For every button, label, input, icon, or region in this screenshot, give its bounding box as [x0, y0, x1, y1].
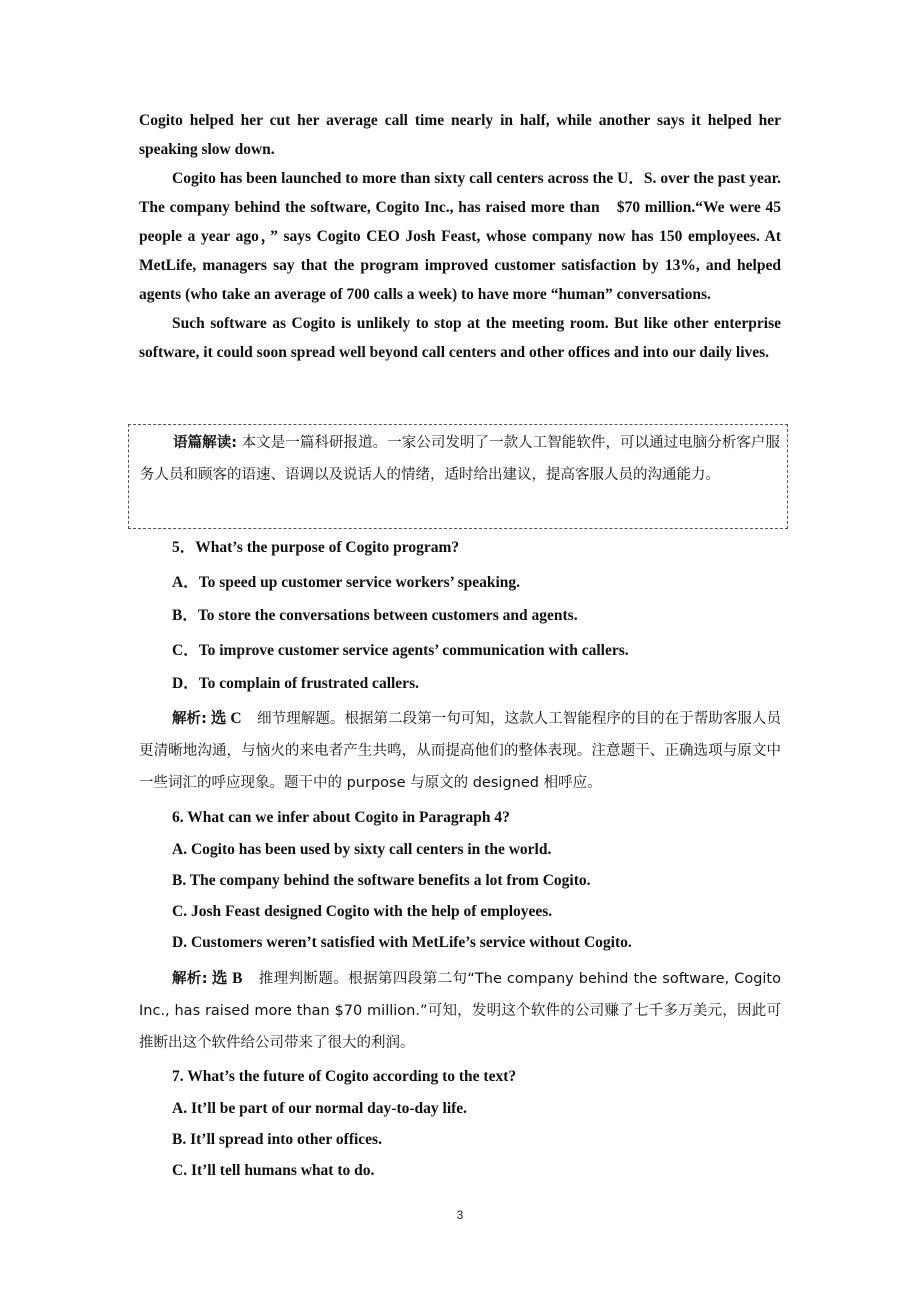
question-6-analysis	[139, 963, 781, 1059]
question-5-option-c: C．To improve customer service agents’ communication with callers.	[172, 642, 629, 659]
summary-content: 本文是一篇科研报道。一家公司发明了一款人工智能软件，可以通过电脑分析客户服务人员和顾客的语速、语调以及说话人的情绪，适时给出建议，提高客服人员的沟通能力。	[140, 435, 780, 483]
question-7-option-a: A. It’ll be part of our normal day-to-day life.	[172, 1100, 468, 1117]
analysis-text: 细节理解题。根据第二段第一句可知，这款人工智能程序的目的在于帮助客服人员更清晰地沟通，与恼火的来电者产生共鸣，从而提高他们的整体表现。注意题干、正确选项与原文中一些词汇的呼应现象。题干中的 purpose 与原文的 designed 相呼应。	[139, 711, 781, 791]
analysis-answer: 选 C	[206, 710, 258, 727]
question-6-stem: 6. What can we infer about Cogito in Paragraph 4?	[172, 809, 510, 826]
question-5-analysis	[139, 703, 781, 799]
question-7-stem: 7. What’s the future of Cogito according to the text?	[172, 1068, 517, 1085]
summary-text	[140, 427, 780, 491]
question-6-option-b: B. The company behind the software benefits a lot from Cogito.	[172, 872, 591, 889]
question-6-option-d: D. Customers weren’t satisfied with MetLife’s service without Cogito.	[172, 934, 632, 951]
paragraph-launch: Cogito has been launched to more than sixty call centers across the U．S. over the past year. The company behind the software, Cogito Inc., has raised more than $70 million.“We were 45 people a year ago，” says Cogito CEO Josh Feast, whose company now has 150 employees. At MetLife, managers say that the program improved customer satisfaction by 13%, and helped agents (who take an average of 700 calls a week) to have more “human” conversations.	[139, 170, 781, 303]
question-7-option-b: B. It’ll spread into other offices.	[172, 1131, 382, 1148]
question-5-option-a: A．To speed up customer service workers’ speaking.	[172, 574, 521, 591]
question-7-option-c: C. It’ll tell humans what to do.	[172, 1162, 375, 1179]
question-6-option-c: C. Josh Feast designed Cogito with the help of employees.	[172, 903, 553, 920]
analysis-label: 解析:	[172, 711, 207, 727]
passage	[139, 106, 781, 367]
paragraph-continuation: Cogito helped her cut her average call time nearly in half, while another says it helped her speaking slow down.	[139, 112, 781, 158]
analysis-answer: 选 B	[207, 970, 259, 987]
paragraph-future: Such software as Cogito is unlikely to stop at the meeting room. But like other enterprise software, it could soon spread well beyond call centers and other offices and into our daily lives.	[139, 315, 781, 361]
page-number: 3	[456, 1208, 464, 1222]
analysis-text: 推理判断题。根据第四段第二句“The company behind the software, Cogito Inc., has raised more than $70 million.”可知，发明这个软件的公司赚了七千多万美元，因此可推断出这个软件给公司带来了很大的利润。	[139, 971, 781, 1051]
analysis-label: 解析:	[172, 971, 208, 987]
summary-box	[128, 424, 788, 529]
question-5-option-b: B．To store the conversations between customers and agents.	[172, 607, 578, 624]
summary-label: 语篇解读:	[173, 435, 238, 451]
question-5-option-d: D．To complain of frustrated callers.	[172, 675, 419, 692]
question-6-option-a: A. Cogito has been used by sixty call centers in the world.	[172, 841, 552, 858]
question-5-stem: 5．What’s the purpose of Cogito program?	[172, 539, 460, 556]
